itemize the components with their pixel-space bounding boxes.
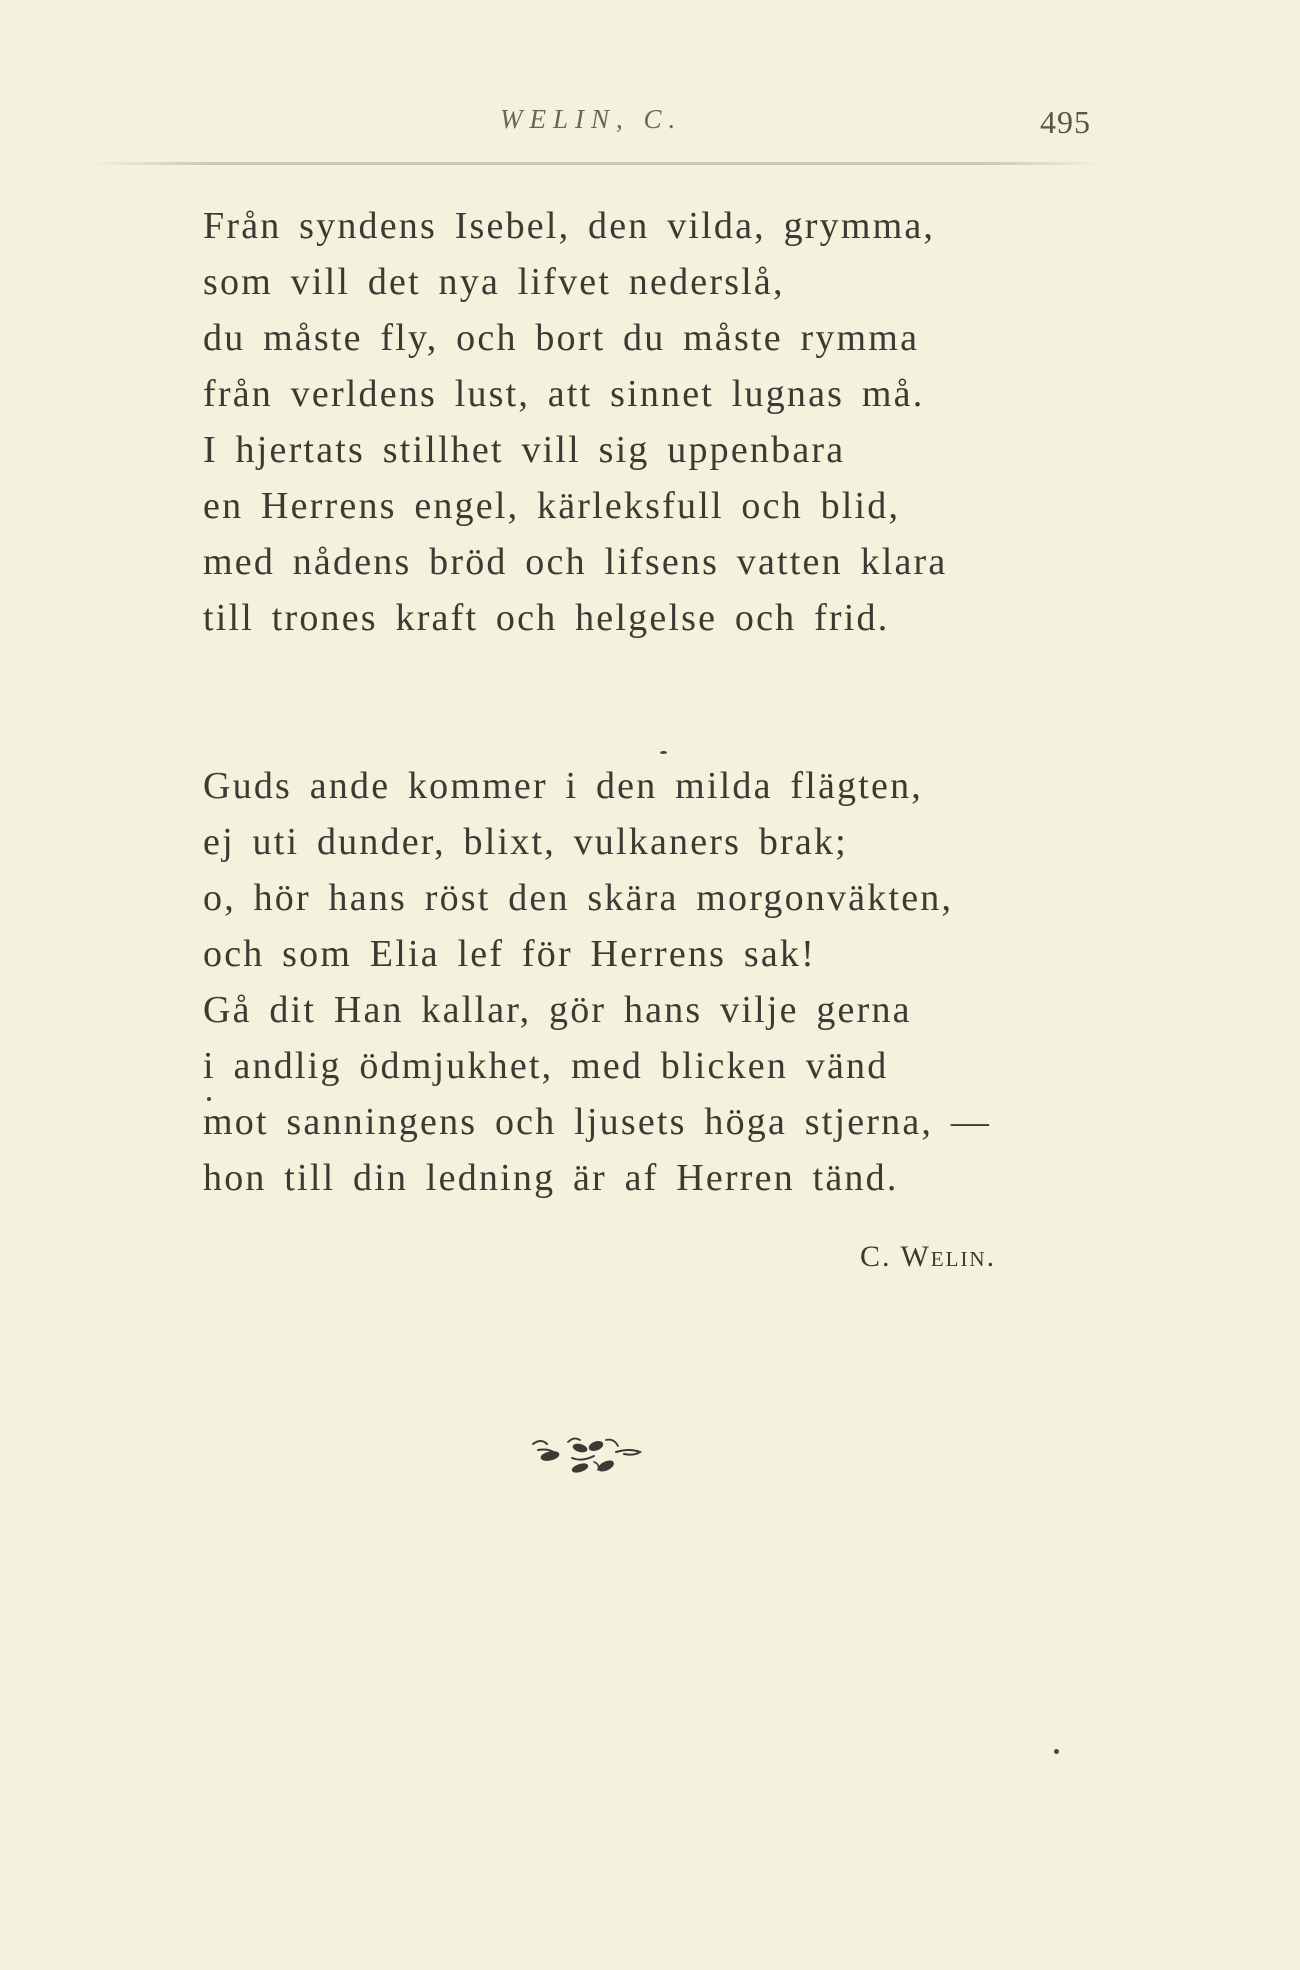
verse-line: Guds ande kommer i den milda flägten, (203, 765, 923, 807)
header-rule (90, 162, 1105, 165)
verse-line: en Herrens engel, kärleksfull och blid, (203, 485, 901, 527)
verse-line: som vill det nya lifvet nederslå, (203, 261, 785, 303)
verse-line: hon till din ledning är af Herren tänd. (203, 1157, 899, 1199)
verse-line: i andlig ödmjukhet, med blicken vänd (203, 1045, 889, 1087)
verse-line: till trones kraft och helgelse och frid. (203, 597, 890, 639)
verse-line: Gå dit Han kallar, gör hans vilje gerna (203, 989, 912, 1031)
stanza-2 (203, 758, 991, 1206)
verse-line: ej uti dunder, blixt, vulkaners brak; (203, 821, 848, 863)
verse-line: du måste fly, och bort du måste rymma (203, 317, 920, 359)
verse-line: Från syndens Isebel, den vilda, grymma, (203, 205, 936, 247)
floral-vignette-icon (528, 1432, 668, 1482)
verse-line: mot sanningens och ljusets höga stjerna, — (203, 1101, 992, 1143)
paper-speck (1054, 1749, 1059, 1754)
stanza-1 (203, 198, 947, 646)
verse-line: o, hör hans röst den skära morgonväkten, (203, 877, 954, 919)
verse-line: I hjertats stillhet vill sig uppenbara (203, 429, 846, 471)
verse-line: med nådens bröd och lifsens vatten klara (203, 541, 948, 583)
page-number: 495 (1040, 104, 1091, 140)
author-signature: C. Welin. (860, 1240, 997, 1273)
paper-speck (660, 751, 667, 754)
verse-line: och som Elia lef för Herrens sak! (203, 933, 816, 975)
running-head: WELIN, C. (500, 104, 683, 134)
paper-speck (207, 1097, 211, 1101)
verse-line: från verldens lust, att sinnet lugnas må. (203, 373, 925, 415)
